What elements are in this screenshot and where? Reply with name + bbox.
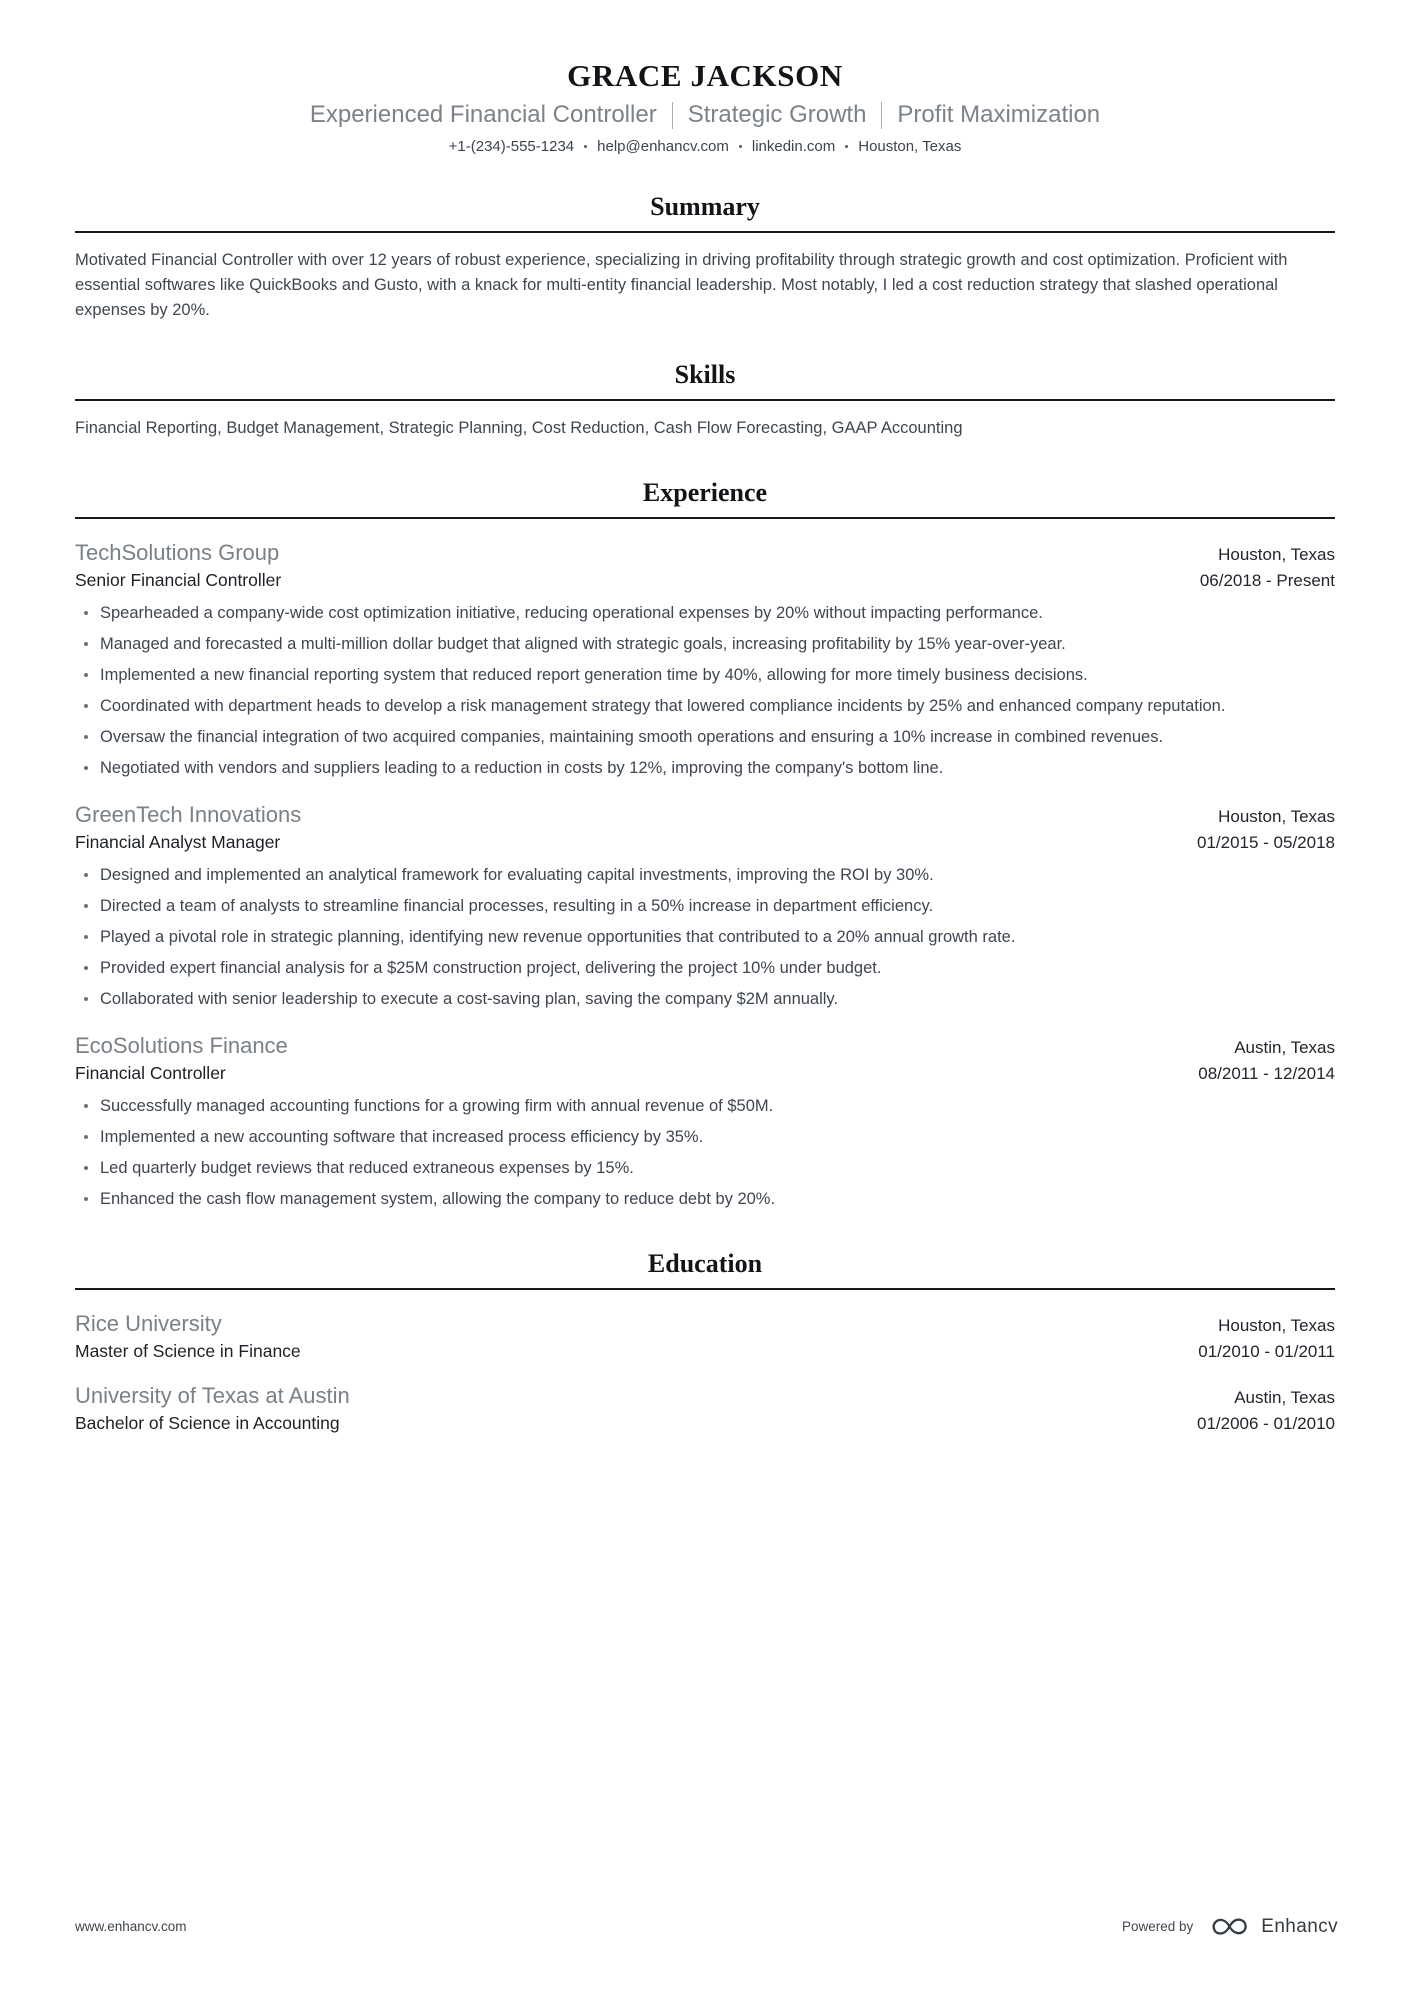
dot-separator	[739, 145, 742, 148]
experience-heading: Experience	[642, 478, 768, 507]
section-divider	[75, 517, 1335, 519]
linkedin-link[interactable]: linkedin.com	[751, 138, 836, 155]
bullet-item: Played a pivotal role in strategic planning, identifying new revenue opportunities that contributed to a 20% annual growth rate.	[75, 925, 1335, 950]
education-entry	[75, 1383, 1335, 1434]
degree-name: Master of Science in Finance	[75, 1341, 301, 1361]
summary-section	[75, 192, 1335, 323]
headline-part: Profit Maximization	[897, 101, 1101, 128]
headline-part: Experienced Financial Controller	[309, 101, 657, 128]
school-location: Houston, Texas	[1218, 1316, 1335, 1335]
bullet-item: Implemented a new accounting software that increased process efficiency by 35%.	[75, 1125, 1335, 1150]
skills-section	[75, 360, 1335, 441]
job-location: Houston, Texas	[1218, 545, 1335, 564]
bullet-item: Negotiated with vendors and suppliers leading to a reduction in costs by 12%, improving the company's bottom line.	[75, 756, 1335, 781]
bullet-item: Collaborated with senior leadership to execute a cost-saving plan, saving the company $2M annually.	[75, 987, 1335, 1012]
powered-by-label: Powered by	[1121, 1919, 1194, 1934]
company-name: GreenTech Innovations	[75, 802, 302, 827]
education-entry	[75, 1311, 1335, 1362]
job-bullets	[75, 1094, 1335, 1212]
summary-text: Motivated Financial Controller with over 12 years of robust experience, specializing in driving profitability through strategic growth and cost optimization. Proficient with essential softwares like QuickBooks and Gusto, with a knack for multi-entity financial leadership. Most notably, I led a cost reduction strategy that slashed operational expenses by 20%.	[75, 251, 1288, 319]
bullet-item: Implemented a new financial reporting system that reduced report generation time by 40%, allowing for more timely business decisions.	[75, 663, 1335, 688]
bullet-item: Coordinated with department heads to develop a risk management strategy that lowered compliance incidents by 25% and enhanced company reputation.	[75, 694, 1335, 719]
skills-heading: Skills	[674, 360, 736, 389]
powered-by	[1122, 1913, 1338, 1940]
job-dates: 06/2018 - Present	[1199, 571, 1335, 590]
degree-dates: 01/2010 - 01/2011	[1198, 1342, 1335, 1361]
education-section	[75, 1249, 1335, 1434]
location-text: Houston, Texas	[858, 138, 962, 155]
experience-section	[75, 478, 1335, 1212]
section-divider	[75, 231, 1335, 233]
experience-entry	[75, 1033, 1335, 1212]
headline	[75, 101, 1335, 129]
site-link[interactable]: www.enhancv.com	[75, 1919, 187, 1934]
enhancv-brand-text: Enhancv	[1261, 1915, 1338, 1937]
phone-number: +1-(234)-555-1234	[448, 138, 575, 155]
job-bullets	[75, 601, 1335, 781]
bullet-item: Designed and implemented an analytical framework for evaluating capital investments, improving the ROI by 30%.	[75, 863, 1335, 888]
vertical-divider	[672, 102, 673, 129]
bullet-item: Oversaw the financial integration of two acquired companies, maintaining smooth operations and ensuring a 10% increase in combined revenues.	[75, 725, 1335, 750]
enhancv-logo-icon	[1207, 1913, 1253, 1940]
job-location: Austin, Texas	[1234, 1038, 1335, 1057]
summary-heading: Summary	[650, 192, 760, 221]
company-name: EcoSolutions Finance	[75, 1033, 288, 1058]
job-dates: 08/2011 - 12/2014	[1198, 1064, 1335, 1083]
education-heading: Education	[647, 1249, 763, 1278]
bullet-item: Spearheaded a company-wide cost optimization initiative, reducing operational expenses by 20% without impacting performance.	[75, 601, 1335, 626]
contact-line	[75, 138, 1335, 155]
dot-separator	[845, 145, 848, 148]
job-title: Financial Analyst Manager	[75, 832, 281, 852]
bullet-item: Led quarterly budget reviews that reduced extraneous expenses by 15%.	[75, 1156, 1335, 1181]
school-name: Rice University	[75, 1311, 222, 1336]
degree-dates: 01/2006 - 01/2010	[1196, 1414, 1335, 1433]
bullet-item: Managed and forecasted a multi-million dollar budget that aligned with strategic goals, increasing profitability by 15% year-over-year.	[75, 632, 1335, 657]
header	[75, 58, 1335, 155]
bullet-item: Successfully managed accounting functions for a growing firm with annual revenue of $50M.	[75, 1094, 1335, 1119]
school-location: Austin, Texas	[1234, 1388, 1335, 1407]
footer	[75, 1913, 1338, 1940]
job-dates: 01/2015 - 05/2018	[1196, 833, 1335, 852]
section-divider	[75, 1288, 1335, 1290]
job-title: Financial Controller	[75, 1063, 226, 1083]
headline-part: Strategic Growth	[687, 101, 867, 128]
bullet-item: Enhanced the cash flow management system, allowing the company to reduce debt by 20%.	[75, 1187, 1335, 1212]
section-divider	[75, 399, 1335, 401]
dot-separator	[584, 145, 587, 148]
job-bullets	[75, 863, 1335, 1012]
job-location: Houston, Texas	[1218, 807, 1335, 826]
experience-entry	[75, 802, 1335, 1012]
bullet-item: Provided expert financial analysis for a $25M construction project, delivering the project 10% under budget.	[75, 956, 1335, 981]
candidate-name: GRACE JACKSON	[567, 58, 843, 93]
experience-entry	[75, 540, 1335, 781]
company-name: TechSolutions Group	[75, 540, 280, 565]
vertical-divider	[881, 102, 882, 129]
bullet-item: Directed a team of analysts to streamline financial processes, resulting in a 50% increase in department efficiency.	[75, 894, 1335, 919]
job-title: Senior Financial Controller	[75, 570, 282, 590]
skills-text: Financial Reporting, Budget Management, Strategic Planning, Cost Reduction, Cash Flow Forecasting, GAAP Accounting	[75, 419, 963, 437]
school-name: University of Texas at Austin	[75, 1383, 350, 1408]
degree-name: Bachelor of Science in Accounting	[75, 1413, 340, 1433]
email-link[interactable]: help@enhancv.com	[597, 138, 729, 155]
